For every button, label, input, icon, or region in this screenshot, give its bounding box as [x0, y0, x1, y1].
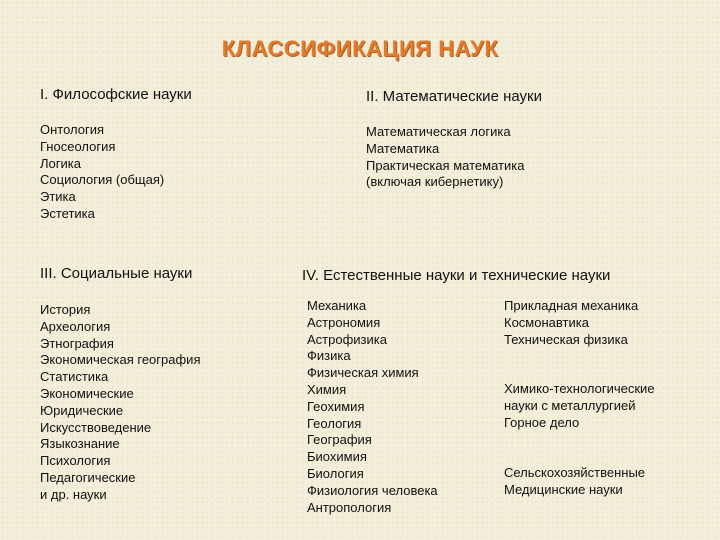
section-mathematical-heading: II. Математические науки [366, 88, 542, 105]
list-item: Статистика [40, 369, 109, 385]
group-spacer [504, 432, 655, 465]
list-item: Этнография [40, 335, 114, 351]
social-list [40, 302, 201, 504]
list-item: Социология (общая) [40, 172, 165, 188]
philosophical-list [40, 122, 164, 223]
list-item: Биология [307, 465, 364, 481]
section-natural-technical-heading: IV. Естественные науки и технические науки [302, 267, 611, 284]
technical-sciences-list [504, 298, 655, 498]
list-item: Юридические [40, 402, 124, 418]
list-item: Геология [307, 415, 362, 431]
list-item: Археология [40, 318, 111, 334]
list-item: Физическая химия [307, 365, 419, 381]
list-item: Математическая логика [366, 124, 511, 139]
list-item: География [307, 432, 372, 448]
list-item: Механика [307, 298, 367, 313]
list-item: Языкознание [40, 436, 120, 452]
list-item: Химико-технологические [504, 381, 655, 397]
list-item: Этика [40, 189, 76, 205]
list-item: Космонавтика [504, 314, 589, 330]
list-item: Педагогические [40, 469, 136, 485]
list-item: Техническая физика [504, 331, 628, 347]
list-item: Астрофизика [307, 331, 387, 347]
list-item: Искусствоведение [40, 419, 152, 435]
list-item: Сельскохозяйственные [504, 464, 646, 480]
list-item: Медицинские науки [504, 481, 623, 497]
list-item: Экономические [40, 385, 134, 401]
list-item: Математика [366, 140, 440, 156]
list-item: Психология [40, 453, 111, 469]
group-spacer [504, 348, 655, 381]
list-item: Гносеология [40, 138, 116, 154]
list-item: и др. науки [40, 486, 107, 502]
list-item: (включая кибернетику) [366, 174, 504, 190]
list-item: науки с металлургией [504, 398, 636, 414]
mathematical-list [366, 124, 524, 191]
list-item: Астрономия [307, 314, 381, 330]
list-item: Геохимия [307, 398, 365, 414]
list-item: История [40, 302, 91, 317]
list-item: Биохимия [307, 449, 367, 465]
page-title: КЛАССИФИКАЦИЯ НАУК [221, 36, 499, 61]
natural-sciences-list [307, 298, 438, 516]
list-item: Химия [307, 381, 347, 397]
list-item: Практическая математика [366, 157, 525, 173]
list-item: Горное дело [504, 414, 580, 430]
section-philosophical-heading: I. Философские науки [40, 86, 192, 103]
section-social-heading: III. Социальные науки [40, 265, 193, 282]
list-item: Прикладная механика [504, 298, 639, 313]
list-item: Экономическая география [40, 352, 201, 368]
list-item: Физиология человека [307, 482, 438, 498]
list-item: Онтология [40, 122, 105, 137]
list-item: Антропология [307, 499, 392, 515]
list-item: Логика [40, 155, 81, 171]
list-item: Эстетика [40, 205, 95, 221]
list-item: Физика [307, 348, 351, 364]
